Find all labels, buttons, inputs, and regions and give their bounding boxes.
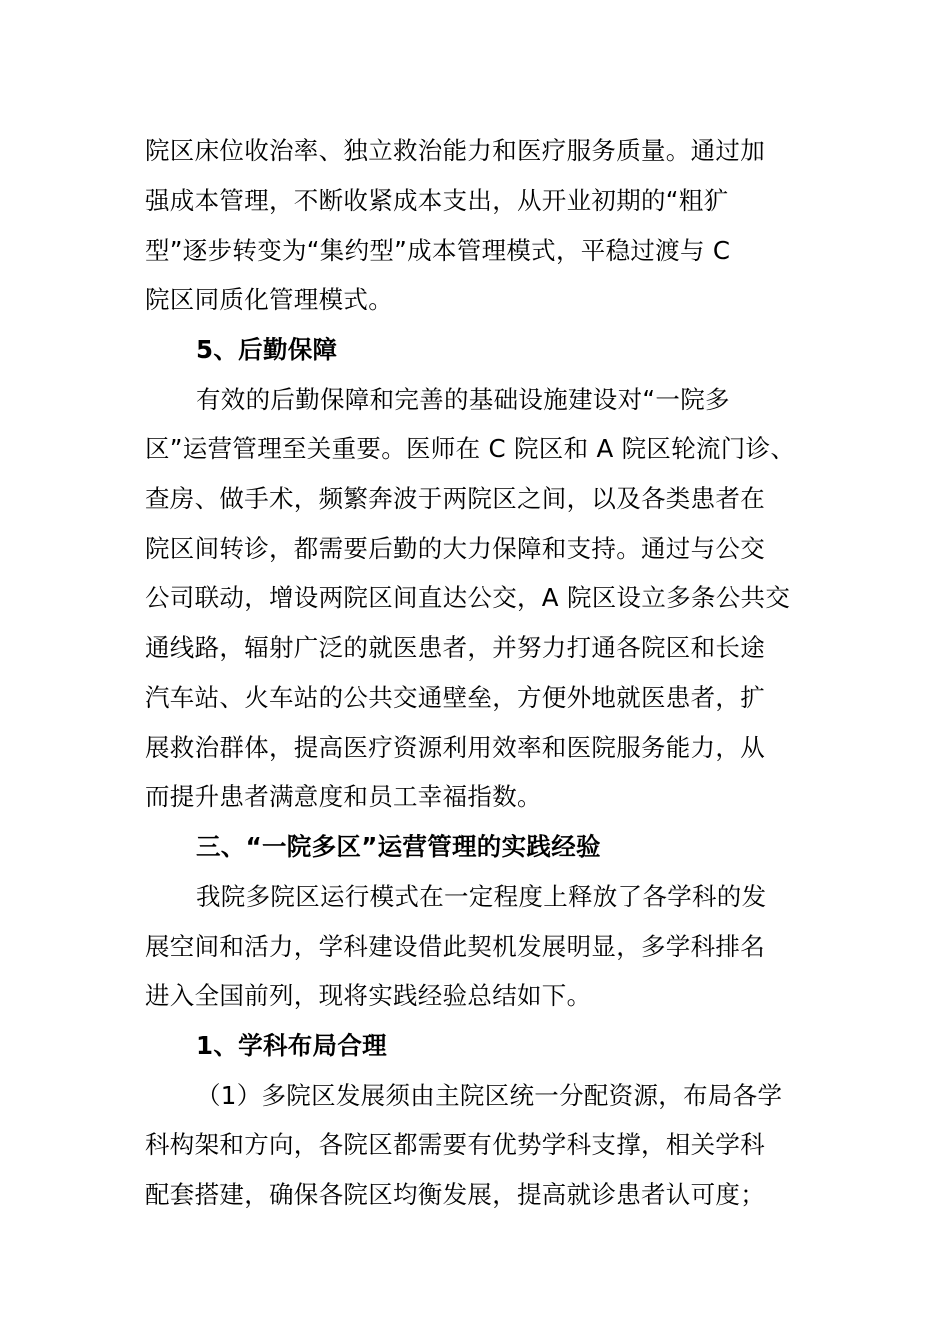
paragraph-line: 公司联动，增设两院区间直达公交，A 院区设立多条公共交	[145, 583, 791, 612]
paragraph-line: 展空间和活力，学科建设借此契机发展明显，多学科排名	[145, 932, 765, 961]
paragraph-line: 查房、做手术，频繁奔波于两院区之间，以及各类患者在	[145, 484, 765, 513]
section-heading: 5、后勤保障	[196, 335, 338, 364]
paragraph-line: 区”运营管理至关重要。医师在 C 院区和 A 院区轮流门诊、	[145, 434, 796, 463]
paragraph-line: 而提升患者满意度和员工幸福指数。	[145, 782, 542, 811]
paragraph-line: 有效的后勤保障和完善的基础设施建设对“一院多	[196, 385, 730, 414]
paragraph-line: 进入全国前列，现将实践经验总结如下。	[145, 981, 592, 1010]
paragraph-line: 通线路，辐射广泛的就医患者，并努力打通各院区和长途	[145, 633, 765, 662]
paragraph-line: 型”逐步转变为“集约型”成本管理模式，平稳过渡与 C	[145, 236, 731, 265]
paragraph-line: 我院多院区运行模式在一定程度上释放了各学科的发	[196, 882, 767, 911]
paragraph-line: 院区床位收治率、独立救治能力和医疗服务质量。通过加	[145, 136, 765, 165]
section-heading: 三、“一院多区”运营管理的实践经验	[196, 832, 601, 861]
paragraph-line: 强成本管理，不断收紧成本支出，从开业初期的“粗犷	[145, 186, 729, 215]
paragraph-line: 汽车站、火车站的公共交通壁垒，方便外地就医患者，扩	[145, 683, 765, 712]
paragraph-line: （1）多院区发展须由主院区统一分配资源，布局各学	[196, 1081, 783, 1110]
paragraph-line: 科构架和方向，各院区都需要有优势学科支撑，相关学科	[145, 1130, 765, 1159]
paragraph-line: 展救治群体，提高医疗资源利用效率和医院服务能力，从	[145, 733, 765, 762]
paragraph-line: 院区同质化管理模式。	[145, 285, 393, 314]
section-heading: 1、学科布局合理	[196, 1031, 387, 1060]
paragraph-line: 院区间转诊，都需要后勤的大力保障和支持。通过与公交	[145, 534, 765, 563]
paragraph-line: 配套搭建，确保各院区均衡发展，提高就诊患者认可度；	[145, 1180, 765, 1209]
